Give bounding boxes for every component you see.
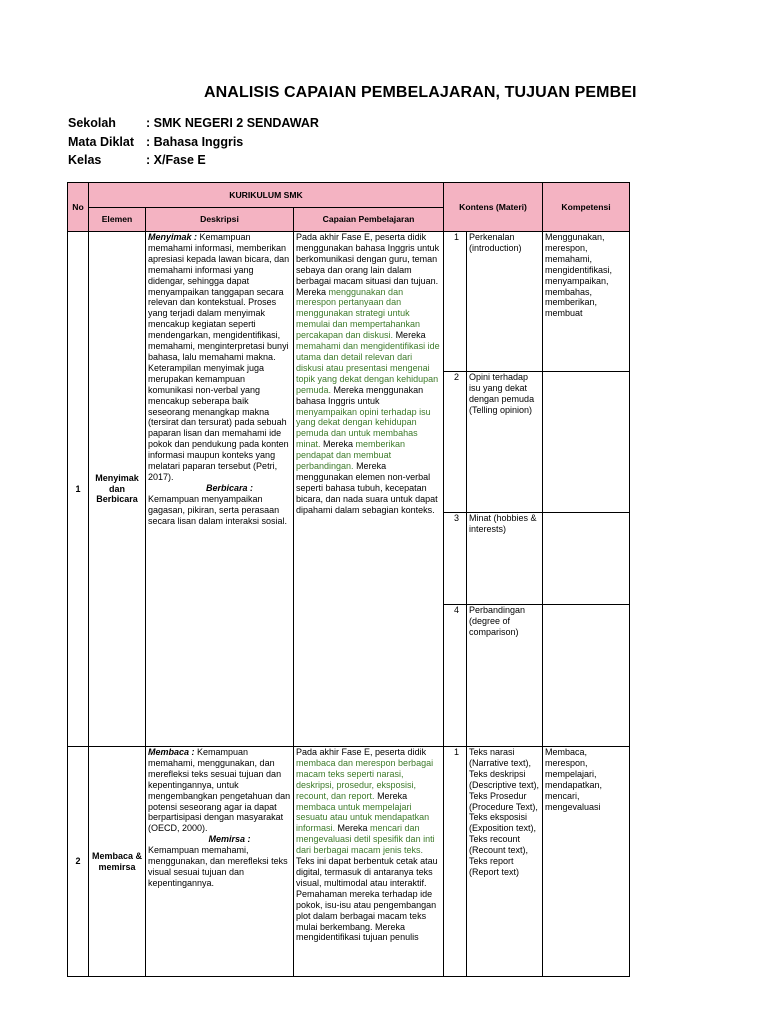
cp-highlight: memberikan pendapat dan membuat perbandingan. (296, 439, 406, 472)
desc-text: Kemampuan memahami, menggunakan, dan merefleksi teks visual sesuai tujuan dan kepentingannya. (148, 845, 288, 888)
kompetensi-text (543, 605, 630, 747)
content-text: Perbandingan (degree of comparison) (467, 605, 543, 747)
cp-text: Pada akhir Fase E, peserta didik menggunakan bahasa Inggris untuk berkomunikasi dengan guru, teman sebaya dan orang lain dalam berbagai macam situasi dan tujuan. Mereka (296, 232, 440, 297)
kompetensi-text (543, 513, 630, 605)
content-number: 1 (444, 747, 467, 977)
cp-highlight: menggunakan dan merespon pertanyaan dan menggunakan strategi untuk memulai dan mempertahankan percakapan dan diskusi. (296, 286, 421, 341)
header-kompetensi: Kompetensi (543, 183, 630, 232)
desc-subtitle: Membaca : (148, 747, 195, 757)
meta-key: Kelas (68, 153, 102, 167)
desc-text: Kemampuan memahami informasi, memberikan apresiasi kepada lawan bicara, dan memahami informasi yang didengar, sehingga dapat menyampaikan tanggapan secara relevan dan kontekstual. Proses yang terjadi dalam menyimak mencakup kegiatan seperti mendengarkan, mengidentifikasi, memahami, menginterpretasi bunyi bahasa, lalu memahami makna. Keterampilan menyimak juga merupakan kemampuan komunikasi non-verbal yang mencakup seberapa baik seseorang menangkap makna (tersirat dan tersurat) pada sebuah paparan lisan dan memahami ide pokok dan pendukung pada konten informasi maupun konteks yang melatari paparan tersebut (Petri, 2017). (148, 232, 290, 482)
cp-highlight: membaca untuk mempelajari sesuatu atau untuk mendapatkan informasi. (296, 801, 430, 834)
content-text: Teks narasi (Narrative text), Teks deskripsi (Descriptive text), Teks Prosedur (Procedure Text), Teks eksposisi (Exposition text), Teks recount (Recount text), Teks report (Report text) (467, 747, 543, 977)
row-number: 1 (68, 232, 89, 747)
content-text: Minat (hobbies & interests) (467, 513, 543, 605)
row-capaian (294, 747, 444, 977)
row-number: 2 (68, 747, 89, 977)
cp-text: Mereka (320, 439, 356, 450)
header-elemen: Elemen (89, 208, 146, 232)
cp-text: Mereka (393, 330, 426, 341)
content-number: 2 (444, 372, 467, 513)
table-row (68, 232, 630, 372)
row-deskripsi (146, 232, 294, 747)
content-number: 3 (444, 513, 467, 605)
meta-value: : Bahasa Inggris (146, 135, 244, 149)
cp-text: Mereka (374, 790, 408, 801)
meta-key: Mata Diklat (68, 135, 134, 149)
kompetensi-text: Menggunakan, merespon, memahami, mengidentifikasi, menyampaikan, membahas, memberikan, membuat (543, 232, 630, 372)
row-deskripsi (146, 747, 294, 977)
header-no: No (68, 183, 89, 232)
cp-highlight: menyampaikan opini terhadap isu yang dekat dengan kehidupan pemuda dan untuk membahas minat. (296, 406, 431, 450)
header-konten: Kontens (Materi) (444, 183, 543, 232)
desc-subtitle: Berbicara : (205, 482, 254, 493)
row-capaian (294, 232, 444, 747)
page-title: ANALISIS CAPAIAN PEMBELAJARAN, TUJUAN PEMBEI (204, 84, 637, 101)
row-elemen: Menyimak dan Berbicara (89, 232, 146, 747)
desc-text: Kemampuan memahami, menggunakan, dan merefleksi teks sesuai tujuan dan kepentingannya, untuk mengembangkan pengetahuan dan potensi seseorang agar ia dapat berpartisipasi dengan masyarakat (OECD, 2000). (148, 747, 291, 834)
cp-text: Mereka menggunakan bahasa Inggris untuk (296, 384, 424, 406)
cp-text: Pada akhir Fase E, peserta didik (296, 747, 427, 757)
cp-text: Mereka (335, 823, 371, 834)
content-text: Perkenalan (introduction) (467, 232, 543, 372)
kompetensi-text: Membaca, merespon, mempelajari, mendapatkan, mencari, mengevaluasi (543, 747, 630, 977)
header-deskripsi: Deskripsi (146, 208, 294, 232)
meta-value: : SMK NEGERI 2 SENDAWAR (146, 116, 319, 130)
analysis-table (67, 182, 630, 977)
row-elemen: Membaca & memirsa (89, 747, 146, 977)
content-number: 4 (444, 605, 467, 747)
content-text: Opini terhadap isu yang dekat dengan pemuda (Telling opinion) (467, 372, 543, 513)
cp-highlight: membaca dan merespon berbagai macam teks seperti narasi, deskripsi, prosedur, eksposisi, recount, dan report. (296, 757, 434, 801)
cp-text: Mereka menggunakan elemen non-verbal seperti bahasa tubuh, kecepatan bicara, dan nada suara untuk dapat dipahami dalam sebagian konteks. (296, 461, 438, 515)
content-number: 1 (444, 232, 467, 372)
cp-text: Teks ini dapat berbentuk cetak atau digital, termasuk di antaranya teks visual, multimodal atau interaktif. Pemahaman mereka terhadap ide pokok, isu-isu atau pengembangan plot dalam berbagai macam teks mulai berkembang. Mereka mengidentifikasi tujuan penulis (296, 856, 438, 943)
meta-key: Sekolah (68, 116, 116, 130)
cp-highlight: memahami dan mengidentifikasi ide utama dan detail relevan dari diskusi atau presentasi mengenai topik yang dekat dengan kehidupan pemuda. (296, 341, 440, 395)
meta-value: : X/Fase E (146, 153, 206, 167)
desc-text: Kemampuan menyampaikan gagasan, pikiran, serta perasaan secara lisan dalam interaksi sosial. (148, 493, 288, 526)
header-capaian: Capaian Pembelajaran (294, 208, 444, 232)
cp-highlight: mencari dan mengevaluasi detil spesifik dan inti dari berbagai macam jenis teks. (296, 823, 435, 856)
table-row (68, 747, 630, 977)
header-kurikulum: KURIKULUM SMK (89, 183, 444, 208)
desc-subtitle: Memirsa : (208, 834, 251, 845)
kompetensi-text (543, 372, 630, 513)
desc-subtitle: Menyimak : (148, 232, 198, 242)
